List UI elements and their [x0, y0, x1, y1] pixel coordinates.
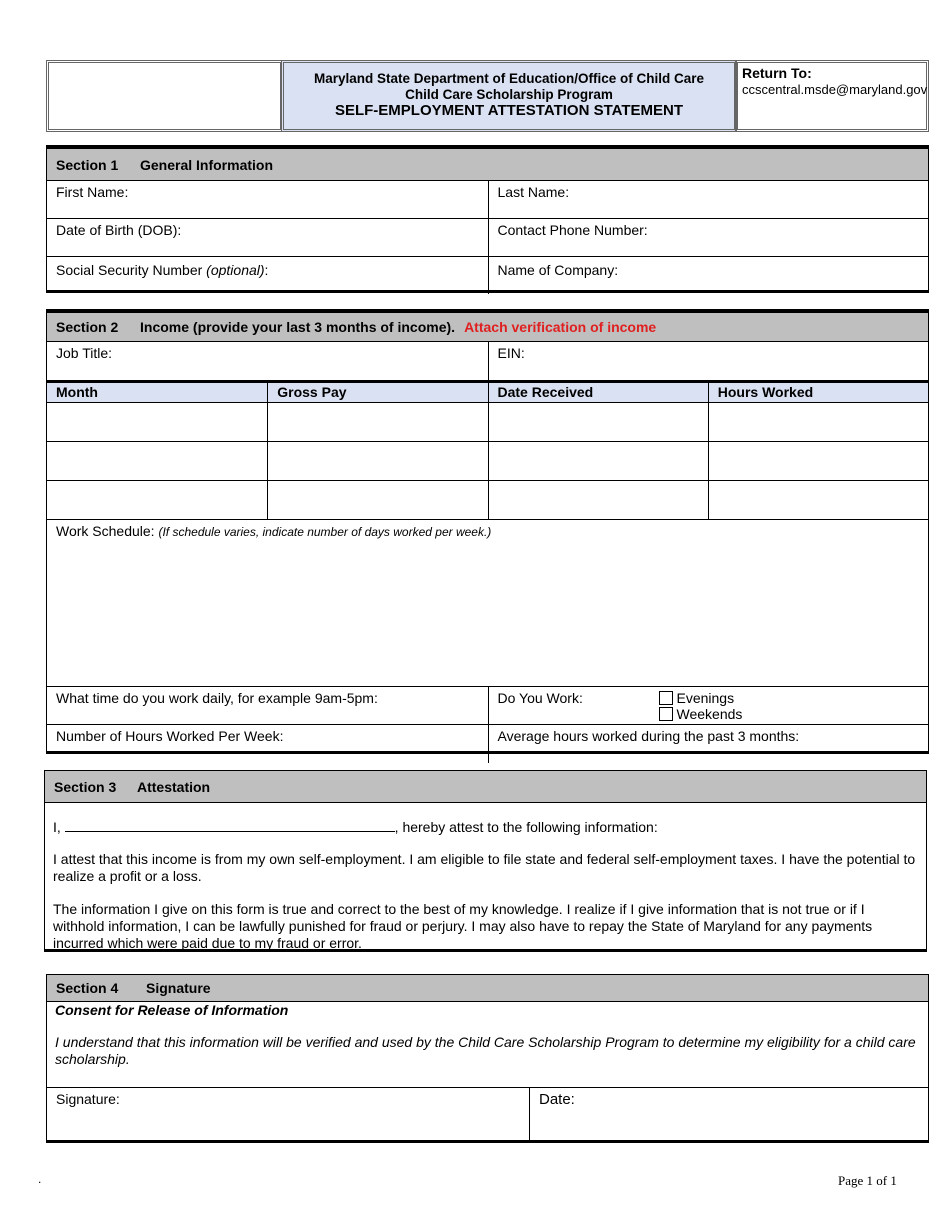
- table-row: [47, 481, 928, 520]
- attest-prefix: I,: [53, 819, 65, 835]
- income-table-header: [47, 383, 928, 403]
- col-hours-worked: Hours Worked: [708, 383, 928, 402]
- weekends-label: Weekends: [676, 706, 743, 722]
- table-row: [47, 403, 928, 442]
- daily-time-field[interactable]: What time do you work daily, for example 9am-5pm:: [56, 690, 378, 706]
- attest-name-blank[interactable]: [65, 819, 395, 832]
- gross-pay-cell[interactable]: [267, 403, 487, 441]
- month-cell[interactable]: [47, 403, 267, 441]
- work-schedule-label: Work Schedule:: [56, 523, 155, 539]
- section-4-number: Section 4: [56, 980, 119, 996]
- section-3-header: [45, 771, 926, 803]
- attest-suffix: , hereby attest to the following information:: [394, 819, 658, 835]
- first-name-field[interactable]: First Name:: [56, 184, 129, 200]
- phone-field[interactable]: Contact Phone Number:: [488, 219, 929, 256]
- table-row: [47, 442, 928, 481]
- ein-field[interactable]: EIN:: [488, 342, 929, 380]
- signature-field[interactable]: Signature:: [56, 1091, 120, 1107]
- hours-worked-cell[interactable]: [708, 403, 928, 441]
- hours-worked-cell[interactable]: [708, 481, 928, 519]
- section-1-number: Section 1: [56, 156, 119, 173]
- section-1: [46, 145, 929, 293]
- do-you-work-field: [488, 687, 929, 724]
- header-title-box: [281, 60, 737, 132]
- company-field[interactable]: Name of Company:: [488, 257, 929, 294]
- date-received-cell[interactable]: [488, 442, 708, 480]
- ssn-label: Social Security Number: [56, 262, 207, 278]
- section-1-header: [47, 149, 928, 181]
- header-logo-box: [46, 60, 283, 132]
- footer-dot: .: [38, 1172, 42, 1186]
- header-return-box: [735, 60, 929, 132]
- ssn-field[interactable]: [47, 257, 488, 294]
- header-agency: Maryland State Department of Education/Office of Child Care: [313, 71, 705, 86]
- section-3-title: Attestation: [137, 778, 211, 795]
- section-1-title: General Information: [140, 156, 274, 173]
- section-4-title: Signature: [146, 980, 211, 996]
- gross-pay-cell[interactable]: [267, 481, 487, 519]
- evenings-label: Evenings: [676, 690, 735, 706]
- section-4: [46, 974, 929, 1143]
- section-3: [44, 770, 927, 952]
- ssn-colon: :: [264, 262, 269, 278]
- section-2-title: Income (provide your last 3 months of income).: [140, 319, 456, 335]
- col-date-received: Date Received: [488, 383, 708, 402]
- section-3-number: Section 3: [54, 778, 117, 795]
- last-name-field[interactable]: Last Name:: [488, 181, 929, 218]
- section-2: [46, 309, 929, 754]
- col-month: Month: [47, 383, 267, 402]
- page-number: Page 1 of 1: [838, 1173, 897, 1188]
- job-title-field[interactable]: Job Title:: [56, 345, 113, 361]
- month-cell[interactable]: [47, 442, 267, 480]
- weekends-checkbox[interactable]: [659, 707, 673, 721]
- ssn-optional: (optional): [206, 262, 265, 278]
- attach-verification-note: Attach verification of income: [464, 319, 657, 335]
- attest-line: [53, 819, 918, 836]
- date-field[interactable]: Date:: [529, 1088, 928, 1141]
- date-received-cell[interactable]: [488, 403, 708, 441]
- header-program: Child Care Scholarship Program: [405, 87, 613, 102]
- avg-hours-field[interactable]: Average hours worked during the past 3 months:: [488, 725, 929, 763]
- section-2-number: Section 2: [56, 319, 119, 335]
- consent-text: I understand that this information will be verified and used by the Child Care Scholarship Program to determine my eligibility for a child care scholarship.: [55, 1034, 916, 1067]
- section-4-header: [47, 975, 928, 1002]
- col-gross-pay: Gross Pay: [267, 383, 487, 402]
- work-schedule-field[interactable]: [47, 520, 928, 686]
- evenings-checkbox[interactable]: [659, 691, 673, 705]
- work-schedule-note: (If schedule varies, indicate number of days worked per week.): [158, 525, 492, 539]
- attest-paragraph-1: I attest that this income is from my own self-employment. I am eligible to file state and federal self-employment taxes. I have the potential to realize a profit or a loss.: [53, 851, 916, 884]
- gross-pay-cell[interactable]: [267, 442, 487, 480]
- hours-worked-cell[interactable]: [708, 442, 928, 480]
- date-received-cell[interactable]: [488, 481, 708, 519]
- dob-field[interactable]: Date of Birth (DOB):: [56, 222, 182, 238]
- attest-paragraph-2: The information I give on this form is true and correct to the best of my knowledge. I realize if I give information that is not true or if I withhold information, I can be lawfully punished for fraud or perjury. I may also have to repay the State of Maryland for any payments incurred which were paid due to my fraud or error.: [53, 901, 873, 951]
- return-label: Return To:: [742, 65, 812, 81]
- do-you-work-label: Do You Work:: [497, 690, 583, 706]
- page-title: SELF-EMPLOYMENT ATTESTATION STATEMENT: [334, 102, 684, 119]
- hours-per-week-field[interactable]: Number of Hours Worked Per Week:: [56, 728, 284, 744]
- section-2-header: [47, 313, 928, 342]
- return-email: ccscentral.msde@maryland.gov: [742, 82, 928, 97]
- consent-title: Consent for Release of Information: [55, 1002, 289, 1018]
- month-cell[interactable]: [47, 481, 267, 519]
